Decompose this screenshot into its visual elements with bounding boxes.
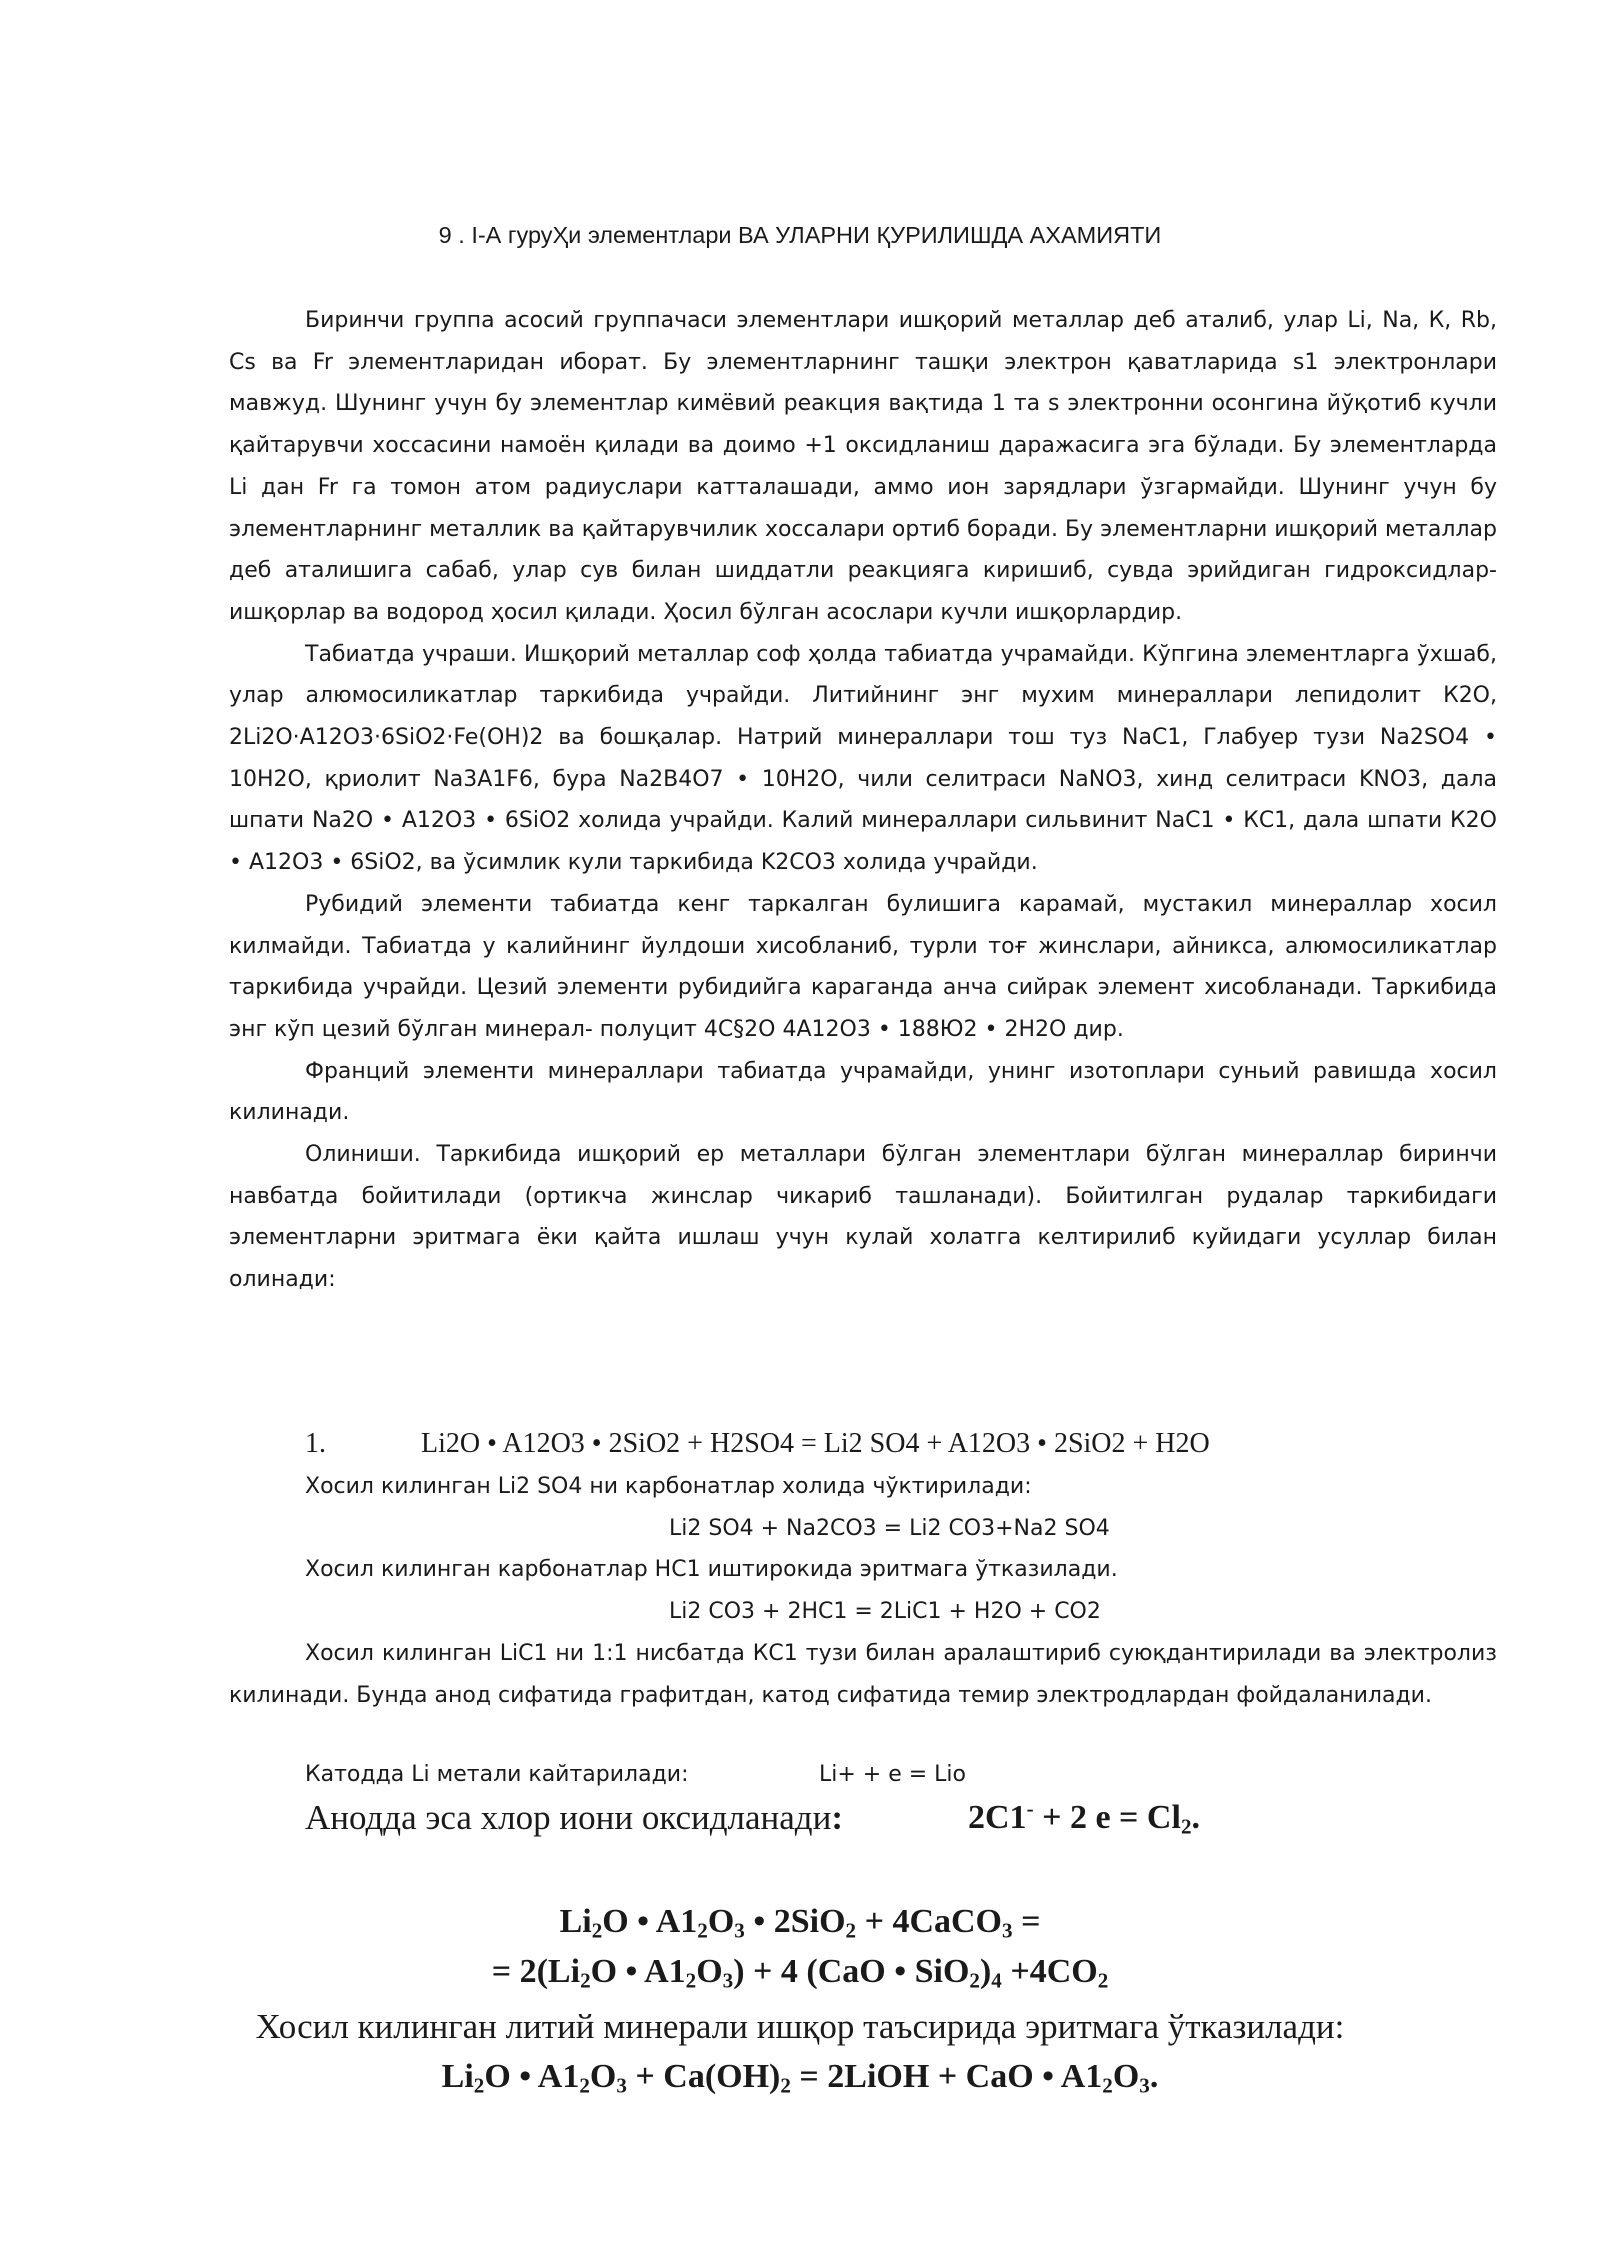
eq-part: O	[1112, 2058, 1140, 2095]
carbonate-equation: Li2 SO4 + Na2CO3 = Li2 CO3+Na2 SO4	[669, 1515, 1110, 1541]
eq-part: =	[1012, 1903, 1041, 1940]
lime-equation-line-1	[0, 1903, 1600, 1941]
eq-part: )	[979, 1953, 992, 1990]
eq-sub: 3	[1002, 1918, 1013, 1943]
eq-part: O	[589, 2058, 617, 2095]
eq-sub: 2	[473, 2073, 485, 2098]
eq-part: O • A1	[602, 1903, 698, 1940]
document-title: 9 . I-А гуруҲи элементлари ВА УЛАРНИ ҚУРИЛИШДА АХАМИЯТИ	[438, 222, 1162, 248]
cathode-label: Катодда Li метали кайтарилади:	[305, 1762, 689, 1787]
eq-sub: 2	[697, 1918, 708, 1943]
eq-part: O	[707, 1903, 735, 1940]
eq-part: Li	[559, 1903, 592, 1940]
eq-part: • 2SiO	[744, 1903, 846, 1940]
anode-eq-sup: -	[1026, 1796, 1034, 1821]
eq-sub: 3	[734, 1918, 745, 1943]
eq-part: Li	[441, 2058, 474, 2095]
carbonate-line: Хосил килинган Li2 SO4 ни карбонатлар холида чўктирилади:	[305, 1474, 1032, 1499]
eq-part: O	[696, 1953, 723, 1990]
paragraph-electrolysis: Хосил килинган LiC1 ни 1:1 нисбатда КС1 тузи билан аралаштириб суюқдантирилади ва электролиз килинади. Бунда анод сифатида графитдан, катод сифатида темир электродлардан фойдаланилади.	[229, 1640, 1497, 1708]
equation-1-text: Li2O • A12O3 • 2SiO2 + H2SO4 = Li2 SO4 + A12O3 • 2SiO2 + H2O	[421, 1428, 1210, 1459]
eq-part: = 2LiOH + CaO • A1	[790, 2058, 1103, 2095]
paragraph-rubidium: Рубидий элементи табиатда кенг таркалган булишига карамай, мустакил минераллар хосил килмайди. Табиатда у калийнинг йулдоши хисобланиб, турли тоғ жинслари, айникса, алюмосиликатлар таркибида учрайди. Цезий элементи рубидийга караганда анча сийрак элемент хисобланади. Таркибида энг кўп цезий бўлган минерал- полуцит 4C§2O 4A12O3 • 188Ю2 • 2H2O дир.	[229, 891, 1497, 1042]
eq-sub: 2	[591, 1918, 603, 1943]
eq-part: = 2(Li	[491, 1953, 581, 1990]
eq-part: +4CO	[1001, 1953, 1098, 1990]
eq-sub: 2	[969, 1968, 980, 1993]
paragraph-intro: Биринчи группа асосий группачаси элементлари ишқорий металлар деб аталиб, улар Li, Na, К, Rb, Cs ва Fr элементларидан иборат. Бу элементларнинг ташқи электрон қаватларида s1 электронлари мавжуд. Шунинг учун бу элементлар кимёвий реакция вақтида 1 та s электронни осонгина йўқотиб кучли қайтарувчи хоссасини намоён қилади ва доимо +1 оксидланиш даражасига эга бўлади. Бу элементларда Li дан Fr га томон атом радиуслари катталашади, аммо ион зарядлари ўзгармайди. Шунинг учун бу элементларнинг металлик ва қайтарувчилик хоссалари ортиб боради. Бу элементларни ишқорий металлар деб аталишига сабаб, улар сув билан шиддатли реакцияга киришиб, сувда эрийдиган гидроксидлар-ишқорлар ва водород ҳосил қилади. Ҳосил бўлган асослари кучли ишқорлардир.	[229, 308, 1497, 625]
final-equation	[0, 2058, 1600, 2096]
eq-part: + Ca(OH)	[626, 2058, 781, 2095]
equation-number: 1.	[305, 1428, 326, 1459]
anode-colon: :	[831, 1798, 843, 1837]
anode-line	[305, 1798, 843, 1838]
eq-sub: 2	[579, 2073, 590, 2098]
eq-part: O • A1	[484, 2058, 580, 2095]
lime-equation-line-2	[0, 1953, 1600, 1991]
alkali-line: Хосил килинган литий минерали ишқор таъсирида эритмага ўтказилади:	[255, 2007, 1345, 2046]
paragraph-francium: Франций элементи минераллари табиатда учрамайди, унинг изотоплари суньий равишда хосил килинади.	[229, 1058, 1497, 1126]
eq-part: O • A1	[590, 1953, 686, 1990]
equation-1	[305, 1428, 1210, 1460]
eq-sub: 2	[780, 2073, 791, 2098]
eq-part: + 4CaCO	[856, 1903, 1003, 1940]
paragraph-production: Олиниши. Таркибида ишқорий ер металлари бўлган элементлари бўлган минераллар биринчи навбатда бойитилади (ортикча жинслар чикариб ташланади). Бойитилган рудалар таркибидаги элементларни эритмага ёки қайта ишлаш учун кулай холатга келтирилиб куйидаги усуллар билан олинади:	[229, 1142, 1497, 1293]
anode-eq-part: .	[1191, 1799, 1200, 1836]
eq-sub: 4	[991, 1968, 1002, 1993]
hcl-line: Хосил килинган карбонатлар HC1 иштирокида эритмага ўтказилади.	[305, 1557, 1118, 1583]
eq-sub: 2	[845, 1918, 857, 1943]
eq-sub: 2	[1102, 2073, 1113, 2098]
hcl-equation: Li2 CO3 + 2HC1 = 2LiC1 + H2O + CO2	[669, 1599, 1101, 1625]
eq-sub: 3	[1139, 2073, 1150, 2098]
anode-label: Анодда эса хлор иони оксидланади	[305, 1798, 832, 1837]
anode-equation	[968, 1796, 1200, 1839]
document-body	[229, 300, 1497, 1301]
process-steps	[229, 1466, 1497, 1716]
eq-sub: 2	[1097, 1968, 1109, 1993]
anode-eq-part: + 2 e = Cl	[1033, 1799, 1181, 1836]
anode-eq-sub: 2	[1180, 1814, 1192, 1839]
eq-part: ) + 4 (CaO • SiO	[733, 1953, 970, 1990]
eq-sub: 2	[685, 1968, 697, 1993]
eq-sub: 3	[616, 2073, 627, 2098]
eq-sub: 2	[580, 1968, 591, 1993]
anode-eq-part: 2C1	[968, 1799, 1027, 1836]
cathode-equation: Li+ + e = Lio	[819, 1762, 967, 1787]
paragraph-occurrence: Табиатда учраши. Ишқорий металлар соф ҳолда табиатда учрамайди. Кўпгина элементларга ўхшаб, улар алюмосиликатлар таркибида учрайди. Литийнинг энг мухим минераллари лепидолит К2О, 2Li2O·A12O3·6SiO2·Fe(OH)2 ва бошқалар. Натрий минераллари тош туз NaC1, Глабуер тузи Na2SO4 • 10H2O, қриолит Na3A1F6, бура Na2B4O7 • 10H2O, чили селитраси NaNO3, хинд селитраси KNO3, дала шпати Na2O • A12O3 • 6SiO2 холида учрайди. Калий минераллари сильвинит NaC1 • КС1, дала шпати К2О • A12O3 • 6SiO2, ва ўсимлик кули таркибида K2CO3 холида учрайди.	[229, 641, 1497, 876]
eq-part: .	[1149, 2058, 1159, 2095]
eq-sub: 3	[722, 1968, 734, 1993]
